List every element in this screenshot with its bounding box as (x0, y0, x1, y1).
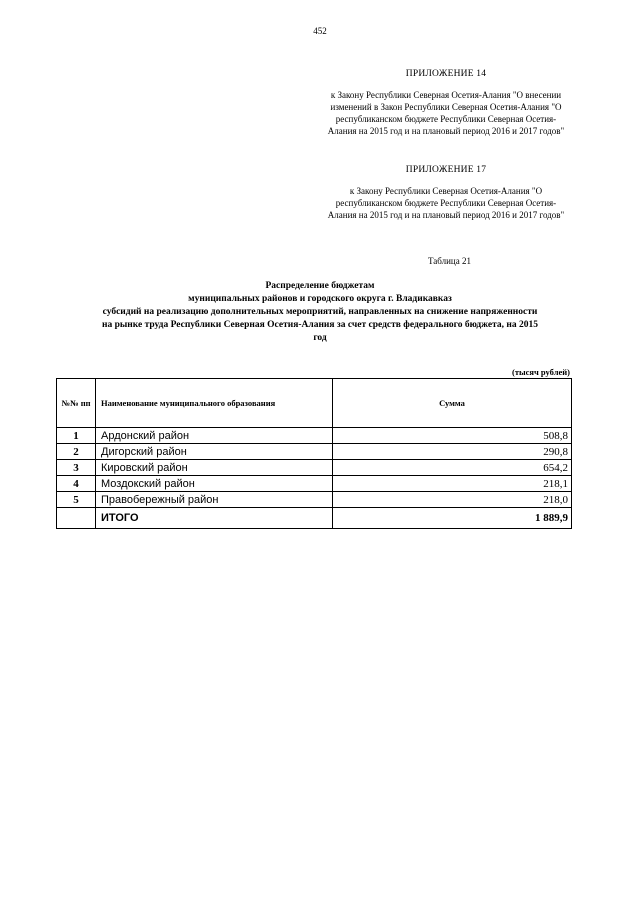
total-num-empty (57, 508, 96, 529)
header-num: №№ пп (57, 379, 96, 428)
table-row (57, 444, 572, 460)
row-name: Ардонский район (96, 428, 333, 444)
row-num: 2 (57, 444, 96, 460)
title-line-1: Распределение бюджетам (265, 281, 375, 291)
title-line-4: на рынке труда Республики Северная Осетия-Алания за счет средств федерального бюджета, на 2015 (101, 320, 539, 330)
header-sum: Сумма (333, 379, 572, 428)
appendix-17-heading: ПРИЛОЖЕНИЕ 17 (405, 165, 487, 175)
row-num: 1 (57, 428, 96, 444)
row-sum: 218,1 (333, 476, 572, 492)
row-sum: 290,8 (333, 444, 572, 460)
header-name: Наименование муниципального образования (96, 379, 333, 428)
table-row (57, 460, 572, 476)
units-label: (тысяч рублей) (512, 367, 570, 377)
table-row (57, 428, 572, 444)
row-name: Кировский район (96, 460, 333, 476)
row-name: Дигорский район (96, 444, 333, 460)
title-line-3: субсидий на реализацию дополнительных мероприятий, направленных на снижение напряженности (102, 307, 538, 317)
table-row (57, 492, 572, 508)
table-header-row (57, 379, 572, 428)
document-title (20, 280, 620, 345)
row-num: 4 (57, 476, 96, 492)
title-line-5: год (313, 333, 327, 343)
title-line-2: муниципальных районов и городского округа г. Владикавказ (188, 294, 452, 304)
page-number: 452 (313, 26, 327, 36)
table-row (57, 476, 572, 492)
appendix-14-text: к Закону Республики Северная Осетия-Алания "О внесении изменений в Закон Республики Северная Осетия-Алания "О республиканском бюджете Республики Северная Осетия-Алания на 2015 год и на плановый период 2016 и 2017 годов" (327, 90, 565, 136)
total-label: ИТОГО (96, 508, 333, 529)
row-sum: 218,0 (333, 492, 572, 508)
appendix-14-heading: ПРИЛОЖЕНИЕ 14 (405, 69, 487, 79)
appendix-17-block (326, 164, 566, 221)
row-num: 5 (57, 492, 96, 508)
row-name: Правобережный район (96, 492, 333, 508)
appendix-17-text: к Закону Республики Северная Осетия-Алания "О республиканском бюджете Республики Северная Осетия-Алания на 2015 год и на плановый период 2016 и 2017 годов" (327, 186, 565, 220)
table-label: Таблица 21 (428, 256, 471, 266)
table-total-row (57, 508, 572, 529)
row-name: Моздокский район (96, 476, 333, 492)
row-num: 3 (57, 460, 96, 476)
row-sum: 654,2 (333, 460, 572, 476)
appendix-14-block (326, 68, 566, 137)
total-sum: 1 889,9 (333, 508, 572, 529)
subsidy-table (56, 378, 572, 529)
row-sum: 508,8 (333, 428, 572, 444)
